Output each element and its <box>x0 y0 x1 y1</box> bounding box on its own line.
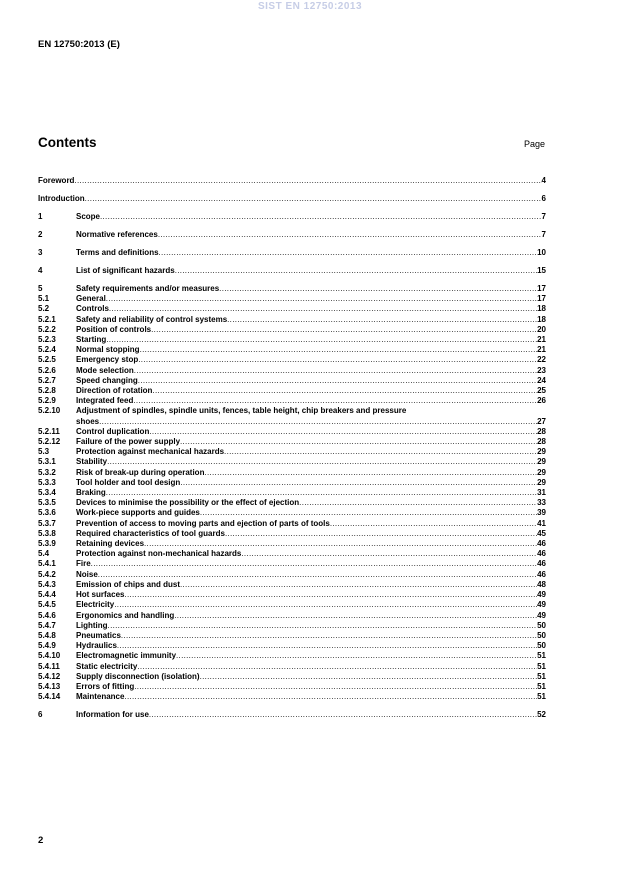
toc-entry-title: Protection against non-mechanical hazards <box>76 549 242 559</box>
toc-entry-page: 46 <box>537 569 546 579</box>
toc-entry-number: 5.4.14 <box>38 692 61 702</box>
toc-entry-number: 5.4.4 <box>38 590 56 600</box>
toc-entry[interactable] <box>38 478 546 488</box>
toc-leader-dots <box>204 468 537 478</box>
toc-entry[interactable] <box>38 600 546 610</box>
toc-entry[interactable] <box>38 651 546 661</box>
toc-leader-dots <box>175 266 537 276</box>
toc-entry-number: 5.2.6 <box>38 365 56 375</box>
toc-leader-dots <box>137 662 537 672</box>
toc-entry-title: Hot surfaces <box>76 590 125 600</box>
toc-entry[interactable] <box>38 457 546 467</box>
toc-entry-number: 5.2.2 <box>38 324 56 334</box>
toc-leader-dots <box>299 498 537 508</box>
toc-entry-number: 5.4.1 <box>38 559 56 569</box>
toc-entry-title: Stability <box>76 457 108 467</box>
toc-leader-dots <box>180 437 537 447</box>
toc-entry-title: Braking <box>76 488 106 498</box>
toc-entry-page: 50 <box>537 620 546 630</box>
toc-entry-number-spacer <box>38 417 76 427</box>
toc-entry[interactable] <box>38 529 546 539</box>
toc-entry-title: Foreword <box>38 176 75 185</box>
toc-entry-page: 6 <box>541 194 546 203</box>
toc-leader-dots <box>227 315 537 325</box>
toc-entry-number: 5.4.5 <box>38 600 56 610</box>
toc-leader-dots <box>109 304 537 314</box>
toc-entry[interactable] <box>38 335 546 345</box>
toc-entry[interactable] <box>38 427 546 437</box>
toc-leader-dots <box>124 590 537 600</box>
toc-entry-page: 21 <box>537 345 546 355</box>
toc-entry-page: 46 <box>537 539 546 549</box>
toc-entry[interactable] <box>38 294 546 304</box>
toc-entry[interactable] <box>38 488 546 498</box>
toc-entry-page: 29 <box>537 457 546 467</box>
toc-entry-number: 5.2.9 <box>38 396 56 406</box>
toc-leader-dots <box>133 396 537 406</box>
contents-heading: Contents <box>38 135 97 150</box>
toc-entry[interactable] <box>38 570 546 580</box>
toc-entry[interactable] <box>38 266 546 276</box>
toc-entry-number: 5.4.3 <box>38 579 56 589</box>
toc-entry[interactable] <box>38 345 546 355</box>
toc-leader-dots <box>144 539 537 549</box>
toc-entry-page: 52 <box>537 710 546 720</box>
toc-entry-title: Introduction <box>38 194 85 203</box>
toc-entry-title: Devices to minimise the possibility or the effect of ejection <box>76 498 300 508</box>
toc-leader-dots <box>151 325 537 335</box>
toc-entry-title: Hydraulics <box>76 641 117 651</box>
toc-leader-dots <box>200 508 537 518</box>
toc-entry-title: Direction of rotation <box>76 386 153 396</box>
toc-entry[interactable] <box>38 692 546 702</box>
toc-entry-page: 29 <box>537 477 546 487</box>
toc-entry-title: Prevention of access to moving parts and ejection of parts of tools <box>76 518 330 528</box>
toc-entry[interactable] <box>38 621 546 631</box>
toc-entry[interactable] <box>38 355 546 365</box>
toc-entry[interactable] <box>38 519 546 529</box>
toc-entry-number: 5.2.8 <box>38 386 56 396</box>
toc-entry-page: 51 <box>537 671 546 681</box>
toc-entry-title: Fire <box>76 559 91 569</box>
toc-entry[interactable] <box>38 325 546 335</box>
toc-entry-number: 5.4 <box>38 549 50 559</box>
toc-leader-dots <box>152 386 537 396</box>
toc-entry-number: 5.2.1 <box>38 314 56 324</box>
toc-entry-title: Safety requirements and/or measures <box>76 284 220 293</box>
toc-leader-dots <box>117 641 537 651</box>
toc-leader-dots <box>159 248 538 258</box>
toc-leader-dots <box>108 621 538 631</box>
toc-entry-number: 5.3.8 <box>38 528 56 538</box>
toc-entry-page: 4 <box>541 176 546 185</box>
toc-entry-page: 24 <box>537 375 546 385</box>
toc-leader-dots <box>149 427 537 437</box>
toc-entry-page: 17 <box>537 294 546 304</box>
toc-entry[interactable] <box>38 508 546 518</box>
toc-entry-page: 22 <box>537 355 546 365</box>
toc-entry-page: 51 <box>537 681 546 691</box>
toc-entry-title: Electromagnetic immunity <box>76 651 177 661</box>
toc-entry-number: 5.3.2 <box>38 467 56 477</box>
toc-entry-number: 5.4.6 <box>38 610 56 620</box>
table-of-contents <box>38 176 546 720</box>
toc-entry-page: 17 <box>537 284 546 293</box>
toc-entry-page: 28 <box>537 437 546 447</box>
toc-leader-dots <box>114 600 537 610</box>
toc-entry[interactable] <box>38 194 546 204</box>
toc-entry-page: 51 <box>537 651 546 661</box>
toc-entry-number: 1 <box>38 212 43 221</box>
toc-entry-number: 5.4.8 <box>38 630 56 640</box>
toc-entry-number: 5.3.4 <box>38 488 56 498</box>
toc-entry-title-continued: shoes <box>76 416 100 426</box>
toc-entry-page: 10 <box>537 248 546 257</box>
toc-entry-title: Failure of the power supply <box>76 437 181 447</box>
toc-leader-dots <box>106 335 537 345</box>
toc-entry-page: 18 <box>537 304 546 314</box>
toc-entry[interactable] <box>38 396 546 406</box>
toc-entry-page: 29 <box>537 467 546 477</box>
toc-entry-number: 5 <box>38 284 43 293</box>
toc-entry-number: 5.4.11 <box>38 661 60 671</box>
toc-entry-title: Speed changing <box>76 375 138 385</box>
toc-leader-dots <box>121 631 537 641</box>
toc-entry-number: 5.3.1 <box>38 457 56 467</box>
toc-entry[interactable] <box>38 376 546 386</box>
toc-entry-number: 5.3.3 <box>38 477 56 487</box>
toc-entry-number: 5.3.5 <box>38 498 56 508</box>
toc-entry-number: 5.2.5 <box>38 355 56 365</box>
toc-leader-dots <box>74 176 541 186</box>
toc-leader-dots <box>138 376 537 386</box>
toc-entry-number: 5.3.9 <box>38 539 56 549</box>
toc-entry[interactable] <box>38 304 546 314</box>
toc-entry-page: 23 <box>537 365 546 375</box>
toc-entry-page: 49 <box>537 600 546 610</box>
toc-entry[interactable] <box>38 386 546 396</box>
toc-leader-dots <box>100 212 542 222</box>
toc-entry-title: Tool holder and tool design <box>76 477 181 487</box>
toc-entry-title: General <box>76 294 106 304</box>
toc-leader-dots <box>149 710 537 720</box>
toc-entry-page: 50 <box>537 630 546 640</box>
toc-leader-dots <box>106 294 537 304</box>
toc-entry-title: Static electricity <box>76 661 138 671</box>
toc-entry[interactable] <box>38 406 546 416</box>
toc-entry-page: 49 <box>537 590 546 600</box>
watermark-text: SIST EN 12750:2013 <box>257 1 363 12</box>
toc-entry-page: 21 <box>537 335 546 345</box>
toc-leader-dots <box>107 457 537 467</box>
toc-entry-page: 51 <box>537 661 546 671</box>
toc-entry-title: Adjustment of spindles, spindle units, fences, table height, chip breakers and pressure <box>76 406 407 416</box>
toc-entry-number: 5.4.2 <box>38 569 56 579</box>
toc-entry-page: 46 <box>537 559 546 569</box>
toc-leader-dots <box>134 682 537 692</box>
toc-leader-dots <box>98 570 537 580</box>
toc-entry-page: 41 <box>537 518 546 528</box>
toc-entry[interactable] <box>38 672 546 682</box>
toc-entry-title: Mode selection <box>76 365 134 375</box>
toc-leader-dots <box>158 230 542 240</box>
toc-entry-page: 20 <box>537 324 546 334</box>
toc-entry-title: Retaining devices <box>76 539 145 549</box>
toc-entry-number: 5.2.10 <box>38 406 61 416</box>
toc-entry-page: 29 <box>537 447 546 457</box>
toc-entry-page: 49 <box>537 610 546 620</box>
toc-leader-dots <box>106 488 537 498</box>
toc-entry-title: Protection against mechanical hazards <box>76 447 225 457</box>
toc-entry[interactable] <box>38 248 546 258</box>
toc-entry-title: Safety and reliability of control systems <box>76 314 228 324</box>
toc-entry[interactable] <box>38 176 546 186</box>
toc-entry[interactable] <box>38 559 546 569</box>
page-column-label: Page <box>523 139 545 149</box>
toc-entry-number: 5.3 <box>38 447 50 457</box>
toc-entry-page: 50 <box>537 641 546 651</box>
toc-entry-number: 5.2 <box>38 304 50 314</box>
toc-entry-number: 5.2.7 <box>38 375 56 385</box>
toc-entry-page: 7 <box>541 212 546 221</box>
toc-leader-dots <box>330 519 537 529</box>
toc-leader-dots <box>180 478 537 488</box>
page-number: 2 <box>38 835 44 846</box>
toc-leader-dots <box>85 194 542 204</box>
toc-entry-number: 2 <box>38 230 43 239</box>
toc-entry-page: 28 <box>537 426 546 436</box>
toc-entry-number: 6 <box>38 710 43 720</box>
toc-entry-page: 33 <box>537 498 546 508</box>
toc-entry-title: Starting <box>76 335 107 345</box>
toc-entry-page: 45 <box>537 528 546 538</box>
toc-entry-number: 5.4.13 <box>38 681 61 691</box>
toc-entry[interactable] <box>38 641 546 651</box>
toc-entry-number: 5.1 <box>38 294 50 304</box>
toc-entry-title: List of significant hazards <box>76 266 175 275</box>
toc-entry-title: Electricity <box>76 600 115 610</box>
toc-entry-number: 5.3.6 <box>38 508 56 518</box>
toc-entry-page: 27 <box>537 416 546 426</box>
toc-entry[interactable] <box>38 437 546 447</box>
toc-entry-title: Supply disconnection (isolation) <box>76 671 200 681</box>
toc-entry-title: Work-piece supports and guides <box>76 508 200 518</box>
toc-entry-number: 5.4.7 <box>38 620 56 630</box>
toc-entry-title: Normative references <box>76 230 158 239</box>
toc-leader-dots <box>99 417 537 427</box>
toc-entry-number: 4 <box>38 266 43 275</box>
toc-entry-number: 5.4.10 <box>38 651 61 661</box>
toc-entry[interactable] <box>38 631 546 641</box>
toc-entry-title: Scope <box>76 212 101 221</box>
toc-entry-page: 46 <box>537 549 546 559</box>
toc-entry-title: Risk of break-up during operation <box>76 467 205 477</box>
toc-entry-number: 5.4.12 <box>38 671 61 681</box>
toc-entry-number: 3 <box>38 248 43 257</box>
toc-entry-page: 48 <box>537 579 546 589</box>
toc-leader-dots <box>91 559 537 569</box>
toc-entry-continuation[interactable] <box>38 417 546 427</box>
document-id-header: EN 12750:2013 (E) <box>38 39 120 50</box>
toc-leader-dots <box>241 549 537 559</box>
toc-entry-page: 7 <box>541 230 546 239</box>
toc-leader-dots <box>180 580 537 590</box>
toc-entry-title: Ergonomics and handling <box>76 610 175 620</box>
toc-entry-number: 5.2.11 <box>38 426 60 436</box>
toc-entry-title: Terms and definitions <box>76 248 159 257</box>
toc-entry[interactable] <box>38 468 546 478</box>
toc-entry-title: Normal stopping <box>76 345 140 355</box>
toc-leader-dots <box>138 355 537 365</box>
toc-entry-title: Integrated feed <box>76 396 134 406</box>
toc-entry-title: Errors of fitting <box>76 681 135 691</box>
toc-entry-title: Emission of chips and dust <box>76 579 181 589</box>
toc-entry-title: Maintenance <box>76 692 125 702</box>
toc-entry-number: 5.2.4 <box>38 345 56 355</box>
toc-entry-page: 39 <box>537 508 546 518</box>
toc-entry-page: 15 <box>537 266 546 275</box>
toc-entry-number: 5.2.3 <box>38 335 56 345</box>
toc-entry[interactable] <box>38 447 546 457</box>
toc-leader-dots <box>200 672 538 682</box>
toc-leader-dots <box>174 611 537 621</box>
toc-entry[interactable] <box>38 590 546 600</box>
toc-entry[interactable] <box>38 230 546 240</box>
toc-entry[interactable] <box>38 539 546 549</box>
toc-entry[interactable] <box>38 580 546 590</box>
toc-leader-dots <box>219 284 537 294</box>
toc-entry-title: Required characteristics of tool guards <box>76 528 225 538</box>
toc-entry-page: 31 <box>537 488 546 498</box>
toc-entry-page: 26 <box>537 396 546 406</box>
toc-leader-dots <box>224 447 537 457</box>
toc-entry-title: Information for use <box>76 710 149 720</box>
toc-entry[interactable] <box>38 682 546 692</box>
toc-entry-number: 5.2.12 <box>38 437 61 447</box>
toc-entry[interactable] <box>38 662 546 672</box>
toc-entry-page: 51 <box>537 692 546 702</box>
toc-entry[interactable] <box>38 611 546 621</box>
toc-leader-dots <box>134 366 537 376</box>
toc-entry[interactable] <box>38 212 546 222</box>
toc-leader-dots <box>124 692 537 702</box>
toc-entry[interactable] <box>38 315 546 325</box>
toc-entry-title: Emergency stop <box>76 355 139 365</box>
toc-entry-title: Noise <box>76 569 98 579</box>
toc-entry-page: 25 <box>537 386 546 396</box>
toc-entry[interactable] <box>38 366 546 376</box>
toc-entry[interactable] <box>38 498 546 508</box>
toc-entry[interactable] <box>38 710 546 720</box>
toc-entry-title: Lighting <box>76 620 108 630</box>
toc-entry-title: Control duplication <box>76 426 150 436</box>
toc-entry-page: 18 <box>537 314 546 324</box>
toc-entry[interactable] <box>38 549 546 559</box>
toc-leader-dots <box>140 345 538 355</box>
toc-entry[interactable] <box>38 284 546 294</box>
toc-entry-title: Controls <box>76 304 109 314</box>
toc-entry-number: 5.4.9 <box>38 641 56 651</box>
toc-entry-title: Position of controls <box>76 324 152 334</box>
toc-leader-dots <box>225 529 537 539</box>
toc-leader-dots <box>176 651 537 661</box>
toc-entry-title: Pneumatics <box>76 630 121 640</box>
toc-entry-number: 5.3.7 <box>38 518 56 528</box>
